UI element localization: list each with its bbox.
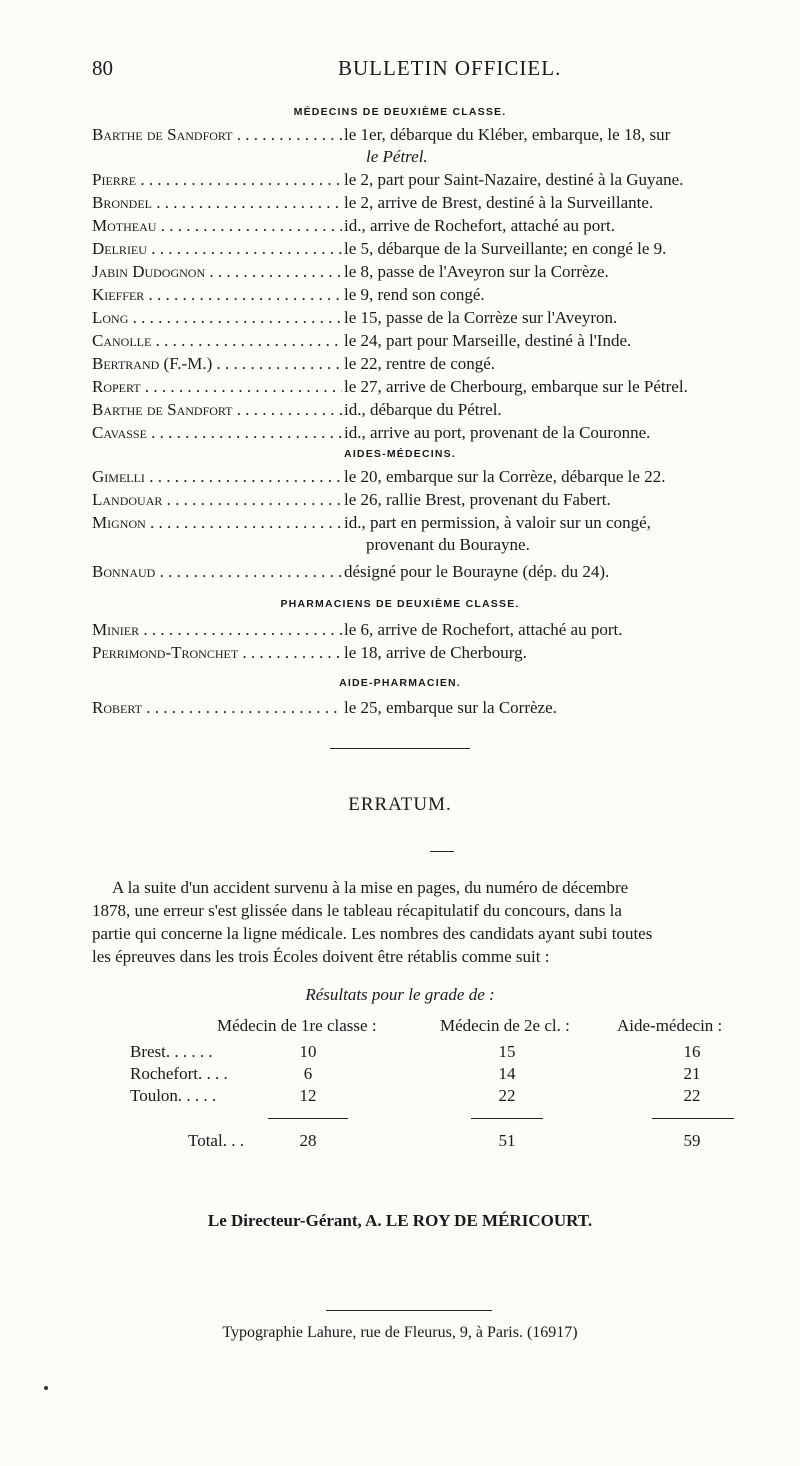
results-title: Résultats pour le grade de : — [305, 985, 495, 1004]
entry-text: le 5, débarque de la Surveillante; en congé le 9. — [344, 239, 667, 258]
entry-name: Pierre . . . — [92, 169, 342, 191]
divider — [330, 748, 470, 749]
divider — [326, 1310, 492, 1311]
paragraph-line: A la suite d'un accident survenu à la mise en pages, du numéro de décembre — [112, 878, 629, 897]
column-header: Médecin de 1re classe : — [217, 1016, 377, 1035]
paragraph-line: partie qui concerne la ligne médicale. Les nombres des candidats ayant subi toutes — [92, 924, 653, 943]
entry-name: Cavasse . . . — [92, 422, 342, 444]
entry-name: Gimelli . . . — [92, 466, 342, 488]
entry-text: le 15, passe de la Corrèze sur l'Aveyron. — [344, 308, 618, 327]
total-cell: 28 — [299, 1131, 317, 1150]
entry-name: Brondel . . . — [92, 192, 342, 214]
entry-text: le 18, arrive de Cherbourg. — [344, 643, 527, 662]
column-header: Aide-médecin : — [617, 1016, 723, 1035]
entry-name: Perrimond-Tronchet . . . — [92, 642, 342, 664]
entry-text: le 1er, débarque du Kléber, embarque, le 18, sur — [344, 125, 671, 144]
table-cell: 6 — [303, 1064, 313, 1083]
column-header: Médecin de 2e cl. : — [440, 1016, 570, 1035]
table-cell: 14 — [498, 1064, 516, 1083]
entry-text: le 9, rend son congé. — [344, 285, 485, 304]
paragraph-line: 1878, une erreur s'est glissée dans le tableau récapitulatif du concours, dans la — [92, 901, 622, 920]
table-cell: 16 — [683, 1042, 701, 1061]
entry-text: le 26, rallie Brest, provenant du Fabert. — [344, 490, 611, 509]
ink-spot — [44, 1386, 48, 1390]
entry-text: le 8, passe de l'Aveyron sur la Corrèze. — [344, 262, 609, 281]
entry-text: le 6, arrive de Rochefort, attaché au port. — [344, 620, 623, 639]
entry-text-cont: le Pétrel. — [366, 147, 428, 166]
entry-name: Long . . . — [92, 307, 342, 329]
signature: Le Directeur-Gérant, A. LE ROY DE MÉRICOURT. — [207, 1211, 593, 1230]
entry-name: Landouar . . . — [92, 489, 342, 511]
entry-text: id., arrive de Rochefort, attaché au port. — [344, 216, 615, 235]
entry-text: le 2, arrive de Brest, destiné à la Surveillante. — [344, 193, 654, 212]
entry-name: Robert . . . — [92, 697, 342, 719]
running-header: BULLETIN OFFICIEL. — [338, 56, 562, 80]
entry-name: Barthe de Sandfort . . . — [92, 399, 342, 421]
entry-text: le 2, part pour Saint-Nazaire, destiné à la Guyane. — [344, 170, 684, 189]
total-rule — [652, 1118, 734, 1119]
table-cell: 15 — [498, 1042, 516, 1061]
entry-name: Barthe de Sandfort . . . — [92, 124, 342, 146]
entry-text: le 24, part pour Marseille, destiné à l'Inde. — [344, 331, 632, 350]
table-cell: 12 — [299, 1086, 317, 1105]
section-heading: AIDES-MÉDECINS. — [344, 448, 456, 460]
divider — [430, 851, 454, 852]
entry-text: le 20, embarque sur la Corrèze, débarque le 22. — [344, 467, 666, 486]
erratum-title: ERRATUM. — [348, 794, 452, 815]
entry-name: Bonnaud . . . — [92, 561, 342, 583]
entry-name: Mignon . . . — [92, 512, 342, 534]
entry-text: le 22, rentre de congé. — [344, 354, 496, 373]
entry-name: Bertrand (F.-M.) . . . — [92, 353, 342, 375]
entry-text: désigné pour le Bourayne (dép. du 24). — [344, 562, 610, 581]
total-cell: 51 — [498, 1131, 516, 1150]
table-cell: 10 — [299, 1042, 317, 1061]
entry-name: Motheau . . . — [92, 215, 342, 237]
entry-name: Kieffer . . . — [92, 284, 342, 306]
entry-text-cont: provenant du Bourayne. — [366, 535, 530, 554]
entry-text: le 25, embarque sur la Corrèze. — [344, 698, 557, 717]
section-heading: PHARMACIENS DE DEUXIÈME CLASSE. — [280, 598, 520, 610]
erratum-paragraph — [92, 876, 784, 968]
total-rule — [471, 1118, 543, 1119]
total-rule — [268, 1118, 348, 1119]
entry-text: id., part en permission, à valoir sur un congé, — [344, 513, 651, 532]
table-cell: 21 — [683, 1064, 701, 1083]
entry-text: le 27, arrive de Cherbourg, embarque sur le Pétrel. — [344, 377, 688, 396]
table-cell: 22 — [683, 1086, 701, 1105]
paragraph-line: les épreuves dans les trois Écoles doivent être rétablis comme suit : — [92, 947, 550, 966]
list-item — [92, 124, 792, 168]
page-number: 80 — [92, 56, 113, 80]
section-heading: AIDE-PHARMACIEN. — [339, 677, 461, 689]
table-cell: 22 — [498, 1086, 516, 1105]
entry-name: Ropert . . . — [92, 376, 342, 398]
section-heading: MÉDECINS DE DEUXIÈME CLASSE. — [293, 106, 507, 118]
row-label: Toulon. . . . . — [130, 1086, 217, 1105]
entry-name: Jabin Dudognon . . . — [92, 261, 342, 283]
row-label: Rochefort. . . . — [130, 1064, 228, 1083]
entry-name: Delrieu . . . — [92, 238, 342, 260]
total-label: Total. . . — [188, 1131, 244, 1150]
printer-imprint: Typographie Lahure, rue de Fleurus, 9, à Paris. (16917) — [222, 1324, 578, 1341]
total-cell: 59 — [683, 1131, 701, 1150]
list-item — [92, 512, 792, 556]
row-label: Brest. . . . . . — [130, 1042, 213, 1061]
entry-name: Canolle . . . — [92, 330, 342, 352]
entry-name: Minier . . . — [92, 619, 342, 641]
entry-text: id., arrive au port, provenant de la Couronne. — [344, 423, 651, 442]
entry-text: id., débarque du Pétrel. — [344, 400, 502, 419]
